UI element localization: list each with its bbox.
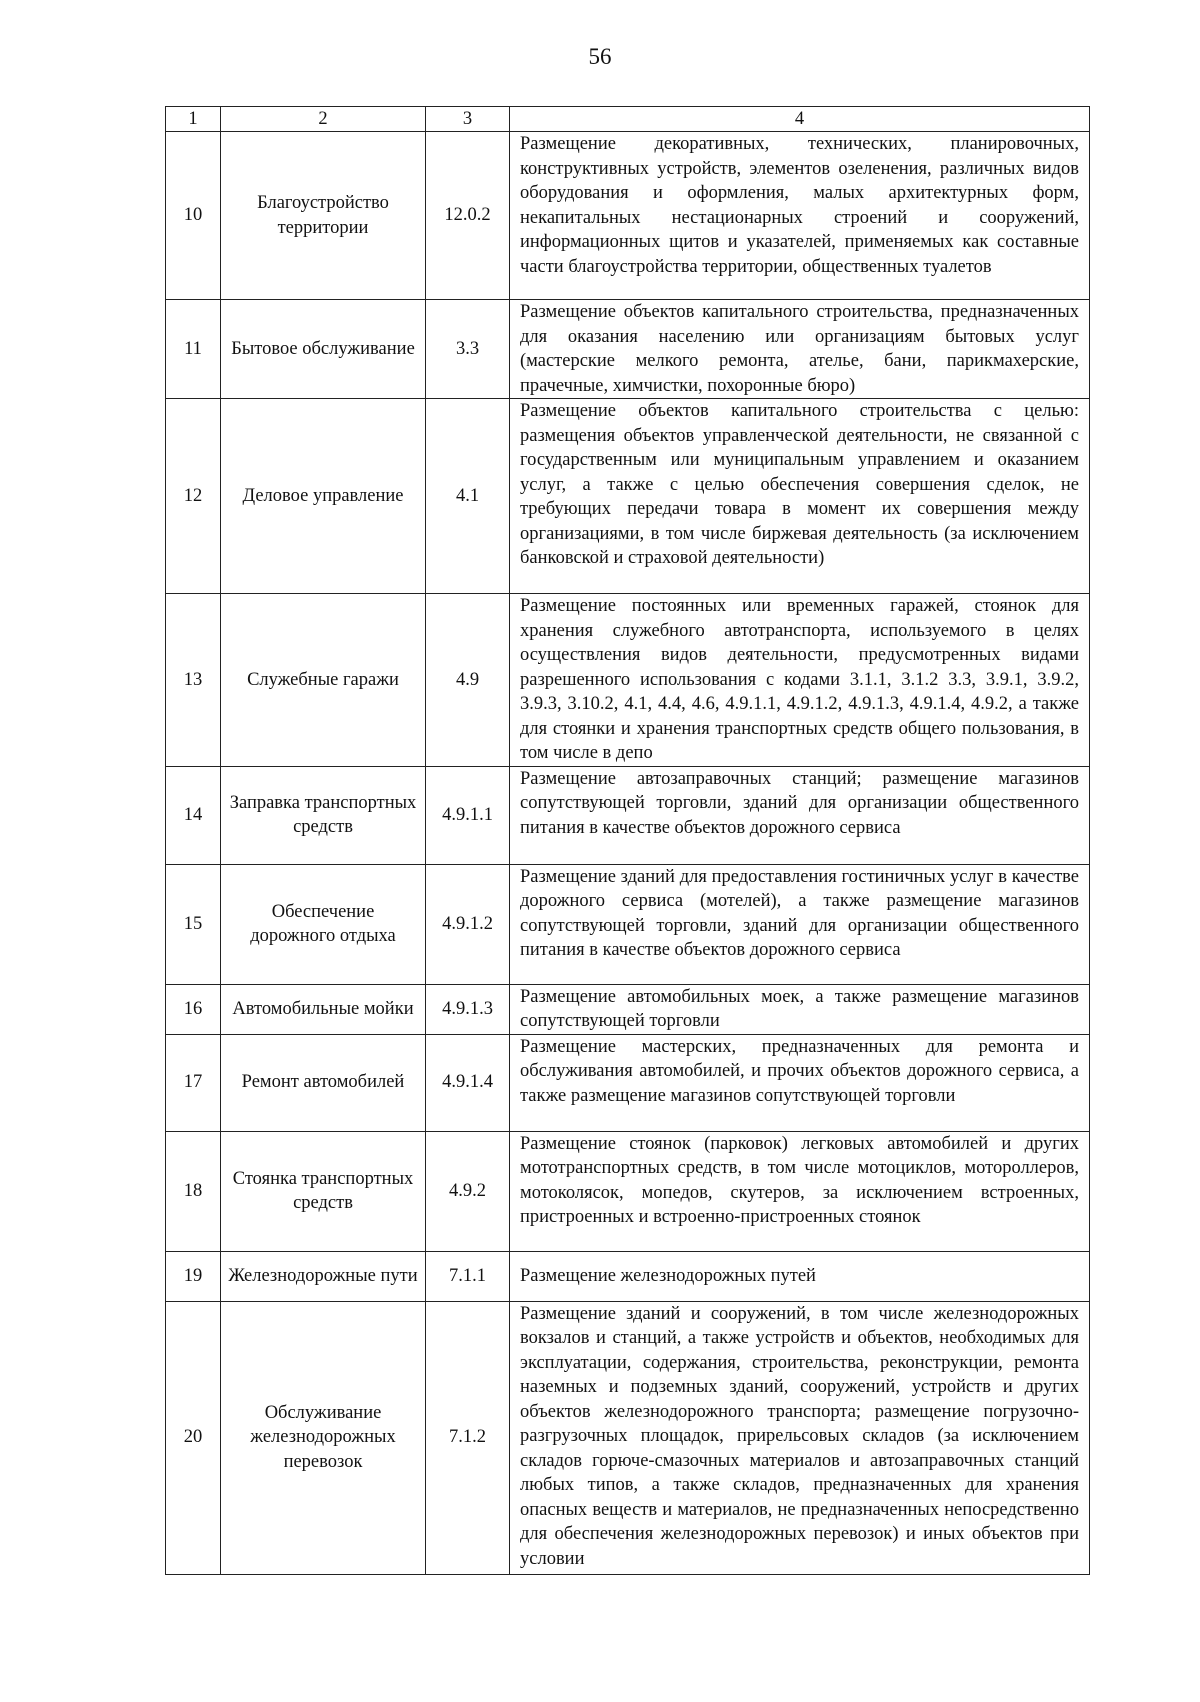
use-code: 12.0.2 xyxy=(426,132,510,300)
use-name: Стоянка транспортных средств xyxy=(221,1131,426,1251)
use-code: 3.3 xyxy=(426,300,510,399)
use-description: Размещение автозаправочных станций; размещение магазинов сопутствующей торговли, зданий для организации общественного питания в качестве объектов дорожного сервиса xyxy=(510,766,1090,864)
row-number: 18 xyxy=(166,1131,221,1251)
use-description: Размещение автомобильных моек, а также размещение магазинов сопутствующей торговли xyxy=(510,984,1090,1034)
use-name: Заправка транспортных средств xyxy=(221,766,426,864)
use-description: Размещение мастерских, предназначенных для ремонта и обслуживания автомобилей, и прочих объектов дорожного сервиса, а также размещение магазинов сопутствующей торговли xyxy=(510,1034,1090,1131)
table-row xyxy=(166,300,1090,399)
use-code: 7.1.1 xyxy=(426,1251,510,1301)
use-description: Размещение стоянок (парковок) легковых автомобилей и других мототранспортных средств, в том числе мотоциклов, мотороллеров, мотоколясок, мопедов, скутеров, за исключением встроенных, пристроенных и встроенно-пристроенных стоянок xyxy=(510,1131,1090,1251)
use-description: Размещение объектов капитального строительства, предназначенных для оказания населению или организациям бытовых услуг (мастерские мелкого ремонта, ателье, бани, парикмахерские, прачечные, химчистки, похоронные бюро) xyxy=(510,300,1090,399)
table-row xyxy=(166,864,1090,984)
row-number: 11 xyxy=(166,300,221,399)
use-code: 4.9 xyxy=(426,594,510,767)
use-code: 4.1 xyxy=(426,399,510,594)
table-row xyxy=(166,1251,1090,1301)
table-row xyxy=(166,1131,1090,1251)
table-row xyxy=(166,1034,1090,1131)
page-number: 56 xyxy=(588,44,612,69)
use-name: Бытовое обслуживание xyxy=(221,300,426,399)
header-cell: 1 xyxy=(166,107,221,132)
use-name: Обеспечение дорожного отдыха xyxy=(221,864,426,984)
header-cell: 3 xyxy=(426,107,510,132)
use-code: 4.9.1.2 xyxy=(426,864,510,984)
use-code: 4.9.1.4 xyxy=(426,1034,510,1131)
use-description: Размещение зданий и сооружений, в том числе железнодорожных вокзалов и станций, а также устройств и объектов, необходимых для эксплуатации, содержания, строительства, реконструкции, ремонта наземных и подземных зданий, сооружений, устройств и других объектов железнодорожного транспорта; размещение погрузочно-разгрузочных площадок, прирельсовых складов (за исключением складов горюче-смазочных материалов и автозаправочных станций любых типов, а также складов, предназначенных для хранения опасных веществ и материалов, не предназначенных непосредственно для обеспечения железнодорожных перевозок) и иных объектов при условии xyxy=(510,1301,1090,1574)
header-row xyxy=(166,107,1090,132)
row-number: 17 xyxy=(166,1034,221,1131)
row-number: 10 xyxy=(166,132,221,300)
use-description: Размещение постоянных или временных гаражей, стоянок для хранения служебного автотранспорта, используемого в целях осуществления видов деятельности, предусмотренных видами разрешенного использования с кодами 3.1.1, 3.1.2 3.3, 3.9.1, 3.9.2, 3.9.3, 3.10.2, 4.1, 4.4, 4.6, 4.9.1.1, 4.9.1.2, 4.9.1.3, 4.9.1.4, 4.9.2, а также для стоянки и хранения транспортных средств общего пользования, в том числе в депо xyxy=(510,594,1090,767)
use-description: Размещение зданий для предоставления гостиничных услуг в качестве дорожного сервиса (мотелей), а также размещение магазинов сопутствующей торговли, зданий для организации общественного питания в качестве объектов дорожного сервиса xyxy=(510,864,1090,984)
land-use-table xyxy=(165,106,1090,1575)
table-row xyxy=(166,399,1090,594)
use-name: Благоустройство территории xyxy=(221,132,426,300)
row-number: 14 xyxy=(166,766,221,864)
use-code: 4.9.1.1 xyxy=(426,766,510,864)
row-number: 16 xyxy=(166,984,221,1034)
table-row xyxy=(166,1301,1090,1574)
header-cell: 4 xyxy=(510,107,1090,132)
use-name: Ремонт автомобилей xyxy=(221,1034,426,1131)
table-row xyxy=(166,594,1090,767)
use-name: Деловое управление xyxy=(221,399,426,594)
row-number: 13 xyxy=(166,594,221,767)
use-description: Размещение декоративных, технических, планировочных, конструктивных устройств, элементов озеленения, различных видов оборудования и оформления, малых архитектурных форм, некапитальных нестационарных строений и сооружений, информационных щитов и указателей, применяемых как составные части благоустройства территории, общественных туалетов xyxy=(510,132,1090,300)
use-description: Размещение железнодорожных путей xyxy=(510,1251,1090,1301)
table-row xyxy=(166,132,1090,300)
header-cell: 2 xyxy=(221,107,426,132)
row-number: 19 xyxy=(166,1251,221,1301)
table-row xyxy=(166,984,1090,1034)
use-description: Размещение объектов капитального строительства с целью: размещения объектов управленческой деятельности, не связанной с государственным или муниципальным управлением и оказанием услуг, а также с целью обеспечения совершения сделок, не требующих передачи товара в момент их совершения между организациями, в том числе биржевая деятельность (за исключением банковской и страховой деятельности) xyxy=(510,399,1090,594)
use-code: 4.9.1.3 xyxy=(426,984,510,1034)
table-row xyxy=(166,766,1090,864)
row-number: 20 xyxy=(166,1301,221,1574)
use-name: Железнодорожные пути xyxy=(221,1251,426,1301)
use-name: Служебные гаражи xyxy=(221,594,426,767)
use-name: Обслуживание железнодорожных перевозок xyxy=(221,1301,426,1574)
row-number: 15 xyxy=(166,864,221,984)
use-code: 4.9.2 xyxy=(426,1131,510,1251)
row-number: 12 xyxy=(166,399,221,594)
use-code: 7.1.2 xyxy=(426,1301,510,1574)
use-name: Автомобильные мойки xyxy=(221,984,426,1034)
